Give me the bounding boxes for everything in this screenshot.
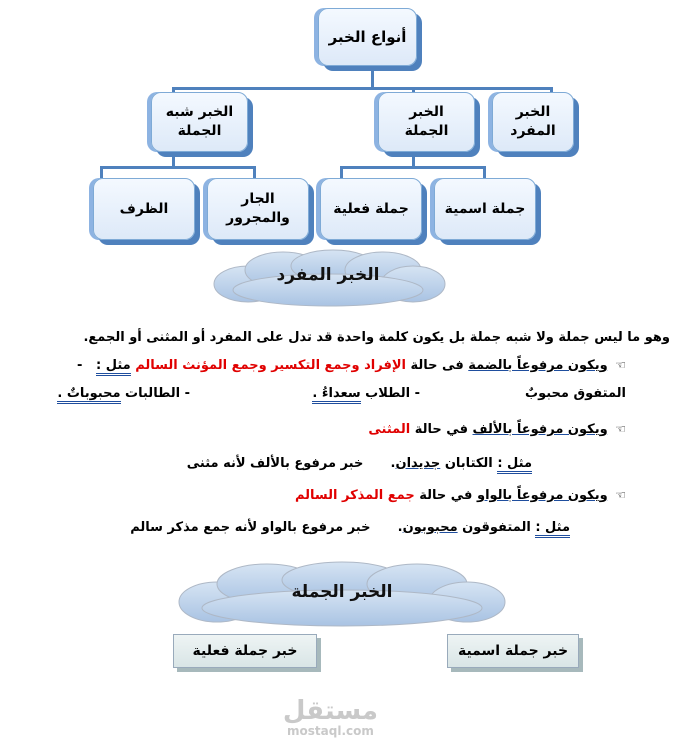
watermark-logo [283, 698, 378, 738]
example-note: خبر مرفوع بالألف لأنه مثنى [186, 456, 364, 471]
tree-connector [340, 166, 343, 178]
example-label: مثل : [96, 358, 131, 376]
tree-leaf-filiyya [320, 178, 422, 240]
tree-node-label: الخبر شبه الجملة [165, 104, 234, 139]
example-predicate: محبوباتٌ . [57, 386, 120, 404]
rule-highlight: المثنى [368, 422, 411, 437]
tree-leaf-label: جملة فعلية [333, 200, 409, 217]
tree-connector [172, 87, 552, 90]
example-dual: مثل : الكتابان جديدان. خبر مرفوع بالألف لأنه مثنى [187, 456, 532, 471]
tree-leaf-jar-majrur [207, 178, 309, 240]
watermark-latin: mostaql.com [287, 724, 374, 738]
tree-node-shibh-jumla [151, 92, 248, 152]
tree-leaf-label: الظرف [119, 200, 169, 217]
example-note: خبر مرفوع بالواو لأنه جمع مذكر سالم [130, 520, 371, 535]
tree-root-label: أنواع الخبر [328, 27, 407, 46]
tree-connector [100, 166, 103, 178]
tree-node-jumla [378, 92, 475, 152]
hand-pointer-icon: ☜ [615, 358, 626, 372]
hand-pointer-icon: ☜ [615, 488, 626, 502]
example-predicate: محبوبٌ [525, 386, 569, 401]
rule-line-1 [77, 358, 626, 373]
tree-leaf-zarf [93, 178, 195, 240]
tree-node-mufrad [492, 92, 574, 152]
tree-leaf-ismiyya [434, 178, 536, 240]
example-label: مثل : [535, 520, 570, 538]
nominal-sentence-box: خبر جملة اسمية [447, 634, 579, 668]
tree-root [318, 8, 417, 66]
tree-connector [340, 166, 485, 169]
rule-line-2: ☜ ويكون مرفوعاً بالألف في حالة المثنى [368, 422, 626, 437]
example-2: - الطلاب سعداءُ . [312, 386, 420, 401]
tree-connector [100, 166, 255, 169]
rule-mid: فى حالة [410, 358, 464, 373]
section-title: الخبر الجملة [291, 582, 393, 602]
tree-connector [483, 166, 486, 178]
rule-dash: - [77, 358, 83, 373]
verbal-sentence-box: خبر جملة فعلية [173, 634, 317, 668]
tree-node-label: الخبر المفرد [510, 104, 556, 139]
tree-node-label: الخبر الجملة [404, 104, 449, 139]
example-3: - الطالبات محبوباتٌ . [57, 386, 190, 401]
rule-lead: ويكون مرفوعاً بالضمة [468, 358, 608, 373]
tree-connector [253, 166, 256, 178]
section-heading-cloud [172, 560, 512, 630]
section-heading-cloud [208, 248, 448, 308]
intro-text: وهو ما ليس جملة ولا شبه جملة بل يكون كلمة واحدة قد تدل على المفرد أو المثنى أو الجمع. [83, 330, 670, 345]
watermark-arabic: مستقل [282, 696, 378, 726]
tree-leaf-label: جملة اسمية [444, 200, 526, 217]
tree-leaf-label: الجار والمجرور [226, 191, 290, 226]
example-predicate: سعداءُ . [312, 386, 360, 404]
rule-highlight: الإفراد وجمع التكسير وجمع المؤنث السالم [135, 358, 406, 373]
hand-pointer-icon: ☜ [615, 422, 626, 436]
example-1: المتفوق محبوبٌ [525, 386, 626, 401]
rule-highlight: جمع المذكر السالم [294, 488, 415, 503]
tree-connector [371, 66, 374, 88]
rule-line-3: ☜ ويكون مرفوعاً بالواو في حالة جمع المذكر السالم [294, 488, 626, 503]
example-label: مثل : [497, 456, 532, 474]
example-plural: مثل : المتفوقون محبوبون. خبر مرفوع بالواو لأنه جمع مذكر سالم [130, 520, 570, 535]
section-title: الخبر المفرد [276, 265, 380, 285]
